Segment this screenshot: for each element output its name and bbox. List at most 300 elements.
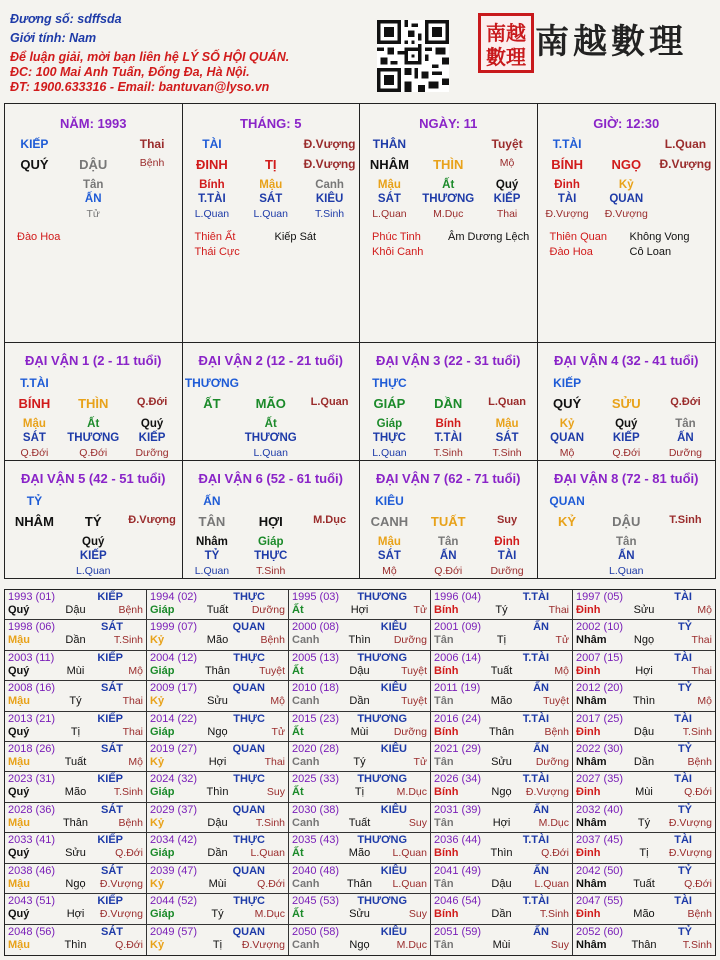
phone-email-line: ĐT: 1900.633316 - Email: bantuvan@lyso.vn [10,80,270,94]
dai-van-hidden: KIẾP [612,432,640,444]
year-label: 2035 (43) [292,834,340,847]
year-cell [5,925,147,955]
dai-van-row-2 [4,460,716,579]
year-stage: Q.Đới [257,877,285,890]
year-can: Giáp [150,786,175,799]
year-can: Tân [434,695,454,708]
pillar-star: Không Vong [629,231,690,243]
year-god: QUAN [232,621,265,634]
year-stage: Tuyệt [401,664,427,677]
year-chi: Hợi [635,664,653,677]
year-label: 2027 (35) [576,773,624,786]
year-cell [147,620,289,650]
year-god: ẤN [533,621,549,634]
year-chi: Dậu [207,816,228,829]
year-label: 2016 (24) [434,712,482,725]
dai-van-stage: Q.Đới [670,396,701,408]
year-cell [289,803,431,833]
pillar-god-left: THÂN [372,137,407,151]
year-stage: M.Dục [538,816,569,829]
dai-van-hidden: Bính [435,418,462,430]
year-chi: Mùi [66,664,85,677]
year-god: QUAN [232,864,265,877]
year-god: T.TÀI [522,651,549,664]
year-label: 2012 (20) [576,682,624,695]
year-can: Đinh [576,664,601,677]
year-can: Nhâm [576,756,607,769]
year-chi: Mão [64,786,87,799]
year-stage: L.Quan [250,847,285,860]
year-stage: Tử [413,604,427,616]
dai-van-hidden [538,536,597,548]
year-stage: Bệnh [260,634,285,647]
dai-van-chi: SỬU [611,396,641,411]
year-god: THƯƠNG [357,712,407,725]
year-label: 2045 (53) [292,895,340,908]
year-cell [147,894,289,924]
pillar-hidden-stem: Canh [315,179,344,191]
year-cell [289,833,431,863]
year-stage: Đ.Vượng [99,877,143,890]
year-chi: Dần [491,908,512,921]
year-stage: Thai [264,756,285,769]
year-god: ẤN [533,803,549,816]
dai-van-title: ĐẠI VẬN 3 (22 - 31 tuổi) [376,353,521,368]
dai-van-hidden: Ất [87,418,100,430]
year-cell [431,772,573,802]
year-can: Canh [292,877,320,890]
year-stage: Mộ [697,695,712,708]
dai-van-cell [360,343,538,460]
year-chi: Mão [490,695,513,708]
pillar-hidden-god: T.TÀI [198,193,226,205]
year-label: 2000 (08) [292,621,340,634]
pillar-god-right: L.Quan [664,137,707,151]
year-god: TÀI [674,895,692,908]
pillar-hidden-stage: Thai [496,208,518,220]
year-chi: Tị [639,847,649,860]
year-label: 2050 (58) [292,925,340,938]
year-god: THƯƠNG [357,834,407,847]
year-cell [431,590,573,620]
dai-van-stage: T.Sinh [669,514,702,526]
year-chi: Hợi [492,816,511,829]
year-cell [289,681,431,711]
year-chi: Thìn [348,634,371,647]
year-stage: Thai [122,725,143,738]
year-can: Nhâm [576,816,607,829]
year-stage: Tử [555,634,569,647]
year-cell [147,772,289,802]
year-label: 2043 (51) [8,895,56,908]
year-chi: Thìn [490,847,513,860]
year-chi: Thân [62,816,89,829]
year-label: 2024 (32) [150,773,198,786]
year-can: Nhâm [576,938,607,951]
year-cell [5,620,147,650]
year-chi: Tị [70,725,81,738]
year-stage: Bệnh [118,604,143,616]
year-cell [573,651,715,681]
pillar-can: ĐINH [196,157,228,172]
dai-van-title: ĐẠI VẬN 4 (32 - 41 tuổi) [554,353,699,368]
dai-van-hidden [656,536,715,548]
pillar-hidden-god: KIÊU [315,193,344,205]
dai-van-god: KIÊU [375,494,404,508]
pillar-star: Đào Hoa [549,246,593,258]
year-cell [5,590,147,620]
year-chi: Thìn [632,695,655,708]
year-can: Giáp [150,725,175,738]
year-cell [289,894,431,924]
year-label: 2036 (44) [434,834,482,847]
year-stage: T.Sinh [682,938,712,951]
dai-van-hidden [656,565,715,577]
pillar-title: NGÀY: 11 [419,116,478,131]
pillar-god-left: T.TÀI [552,137,582,151]
year-label: 2044 (52) [150,895,198,908]
year-god: ẤN [533,925,549,938]
year-can: Quý [8,604,30,616]
year-god: KIÊU [380,925,407,938]
year-can: Mậu [8,816,30,829]
year-cell [431,803,573,833]
year-chi: Dậu [633,725,655,738]
dai-van-god: TỶ [26,494,43,508]
address-line: ĐC: 100 Mai Anh Tuấn, Đống Đa, Hà Nội. [10,65,250,79]
year-chi: Mùi [350,725,369,738]
year-stage: Bệnh [687,908,712,921]
year-stage: Dưỡng [393,725,427,738]
dai-van-hidden [538,565,597,577]
year-chi: Ngọ [349,938,370,951]
year-chi: Mùi [635,786,653,799]
dai-van-hidden: Quý [140,418,164,430]
year-label: 2023 (31) [8,773,56,786]
year-can: Bính [434,847,459,860]
year-chi: Hợi [66,908,85,921]
dai-van-hidden: Nhâm [195,536,228,548]
year-label: 2046 (54) [434,895,482,908]
dai-van-hidden [538,550,597,562]
pillar-star: Kiếp Sát [274,231,317,243]
dai-van-hidden: Quý [82,536,105,548]
year-can: Giáp [150,604,175,616]
year-label: 2028 (36) [8,803,56,816]
pillar-title: GIỜ: 12:30 [593,116,660,131]
year-can: Ất [292,604,304,616]
year-cell [5,833,147,863]
year-can: Nhâm [576,634,607,647]
year-god: THỰC [233,895,265,908]
dai-van-can: ẤT [203,396,221,411]
dai-van-can: QUÝ [553,396,582,411]
dai-van-hidden: T.Sinh [433,447,463,459]
dai-van-hidden: KIẾP [79,550,107,562]
pillar-hidden-stem: Bính [199,179,225,191]
year-can: Kỷ [150,877,165,890]
year-can: Nhâm [576,877,607,890]
year-chi: Sửu [633,604,655,616]
year-label: 2049 (57) [150,925,198,938]
dai-van-hidden: Mộ [382,565,397,577]
year-stage: T.Sinh [682,725,712,738]
year-cell [573,772,715,802]
dai-van-hidden: Kỷ [559,418,575,430]
year-god: THỰC [233,773,265,786]
year-chi: Tị [212,938,223,951]
year-stage: Tuyệt [543,695,569,708]
year-stage: T.Sinh [539,908,569,921]
pillar-year [5,104,183,342]
year-stage: Thai [691,634,712,647]
year-label: 2040 (48) [292,864,340,877]
year-can: Kỷ [150,634,165,647]
year-chi: Tị [496,634,507,647]
year-can: Tân [434,634,454,647]
year-can: Bính [434,664,459,677]
year-can: Mậu [8,756,30,769]
year-label: 2033 (41) [8,834,56,847]
year-label: 1999 (07) [150,621,198,634]
dai-van-hidden [656,550,715,562]
year-god: THỰC [233,591,265,603]
year-chi: Dần [633,756,655,769]
dai-van-can: GIÁP [373,396,406,411]
year-god: KIẾP [97,651,123,664]
year-can: Quý [8,786,30,799]
dai-van-hidden: Đinh [494,536,520,548]
year-stage: Q.Đới [115,938,143,951]
pillar-star: Thiên Ất [194,231,236,243]
year-stage: Mộ [128,664,143,677]
year-god: KIÊU [380,621,407,634]
year-chi: Dần [65,634,86,647]
year-cell [431,864,573,894]
dai-van-hidden [300,536,359,548]
year-cell [573,833,715,863]
year-god: THỰC [233,651,265,664]
year-can: Mậu [8,634,30,647]
year-chi: Dần [349,695,370,708]
year-can: Nhâm [576,695,607,708]
dai-van-can: NHÂM [14,514,54,529]
year-can: Quý [8,847,30,860]
year-stage: Bệnh [687,756,712,769]
year-stage: Suy [550,938,569,951]
year-cell [431,681,573,711]
dai-van-cell [5,461,183,578]
year-chi: Sửu [349,908,370,921]
year-can: Đinh [576,908,601,921]
year-label: 2052 (60) [576,925,624,938]
dai-van-hidden [300,447,359,459]
year-cell [147,681,289,711]
pillar-chi: NGỌ [611,157,642,172]
dai-van-hidden [300,432,359,444]
year-cell [573,925,715,955]
year-can: Bính [434,725,459,738]
year-label: 2004 (12) [150,651,198,664]
dai-van-hidden [300,418,359,430]
year-label: 2001 (09) [434,621,482,634]
year-stage: Thai [548,604,569,616]
pillar-chi: THÌN [433,157,464,172]
pillar-can: BÍNH [551,157,583,172]
year-cell [431,620,573,650]
year-stage: Q.Đới [684,786,712,799]
year-cell [5,742,147,772]
year-god: KIẾP [97,895,123,908]
year-label: 2029 (37) [150,803,198,816]
year-god: QUAN [232,682,265,695]
year-stage: Dưỡng [251,604,285,616]
dai-van-hidden: Tân [616,536,637,548]
year-can: Mậu [8,877,30,890]
pillar-hidden-stage: L.Quan [253,208,288,220]
dai-van-hidden: Tân [438,536,459,548]
year-cell [573,742,715,772]
year-stage: Mộ [270,695,285,708]
dai-van-cell [538,461,716,578]
year-chi: Tý [353,756,366,769]
dai-van-hidden: Dưỡng [490,565,524,577]
dai-van-hidden: L.Quan [194,565,230,577]
year-chi: Ngọ [65,877,86,890]
pillar-chi: TỊ [264,157,277,172]
year-stage: Tử [271,725,285,738]
dai-van-hidden: Q.Đới [20,447,49,459]
dai-van-god: ẤN [203,494,221,508]
year-cell [431,894,573,924]
pillar-star: Khôi Canh [372,246,424,258]
year-chi: Thìn [64,938,87,951]
year-cell [289,651,431,681]
year-stage: Đ.Vượng [241,938,285,951]
year-cell [147,864,289,894]
year-stage: Đ.Vượng [668,847,712,860]
year-can: Bính [434,604,459,616]
year-can: Ất [292,908,304,921]
year-cell [289,925,431,955]
owner-name: Đương số: sdffsda [10,12,122,26]
year-chi: Sửu [65,847,86,860]
year-can: Canh [292,816,320,829]
year-god: KIÊU [380,743,407,756]
year-chi: Thân [346,877,373,890]
dai-van-hidden: THỰC [372,432,406,444]
year-label: 2037 (45) [576,834,624,847]
pillar-can: QUÝ [20,157,49,172]
year-can: Mậu [8,695,30,708]
year-cell [147,712,289,742]
qr-code-icon [377,20,449,92]
year-can: Bính [434,908,459,921]
pillar-hour [538,104,716,342]
dai-van-cell [538,343,716,460]
year-god: T.TÀI [522,773,549,786]
year-chi: Tuất [64,756,87,769]
year-label: 2047 (55) [576,895,624,908]
year-chi: Tuất [633,877,655,890]
dai-van-hidden: ẤN [439,550,457,562]
pillar-star: Phúc Tinh [372,231,421,243]
year-chi: Tuất [206,604,229,616]
four-pillars-panel [4,103,716,343]
year-god: QUAN [232,925,265,938]
year-stage: Dưỡng [393,634,427,647]
year-god: TÀI [674,712,692,725]
year-chi: Thân [204,664,231,677]
year-stage: Dưỡng [535,756,569,769]
year-cell [147,833,289,863]
dai-van-stage: M.Dục [313,514,347,526]
pillar-god-left: KIẾP [20,137,49,151]
dai-van-hidden: Mậu [495,418,519,430]
year-can: Đinh [576,604,601,616]
year-stage: Bệnh [544,725,569,738]
dai-van-hidden [183,432,242,444]
year-label: 1993 (01) [8,591,56,603]
year-cell [5,651,147,681]
dai-van-can: TÂN [198,514,226,529]
year-god: THỰC [233,712,265,725]
year-label: 1994 (02) [150,591,198,603]
year-god: KIÊU [380,682,407,695]
year-god: T.TÀI [522,591,549,603]
year-stage: M.Dục [396,938,427,951]
year-can: Ất [292,847,304,860]
year-chi: Tý [495,604,508,616]
year-label: 2003 (11) [8,651,55,664]
year-god: TỶ [677,803,692,816]
year-god: KIẾP [97,591,123,603]
year-cell [5,803,147,833]
pillar-hidden-god: ẤN [84,193,102,205]
year-can: Quý [8,725,30,738]
dai-van-hidden: T.Sinh [492,447,522,459]
pillar-hidden-stage: T.Sinh [314,208,345,220]
year-chi: Tý [637,816,651,829]
year-god: KIẾP [97,773,123,786]
year-god: KIÊU [380,864,407,877]
year-chi: Sửu [207,695,228,708]
year-label: 1995 (03) [292,591,340,603]
pillar-hidden-stage: Tử [86,208,100,220]
year-can: Canh [292,695,320,708]
year-label: 2008 (16) [8,682,56,695]
year-stage: Tuyệt [259,664,285,677]
year-god: SÁT [101,803,123,816]
pillar-star: Cô Loan [629,246,672,258]
dai-van-hidden: TÀI [497,550,517,562]
dai-van-hidden [300,550,359,562]
year-god: T.TÀI [522,834,549,847]
svg-text:南越: 南越 [486,21,526,45]
year-stage: T.Sinh [113,634,143,647]
year-cell [5,894,147,924]
year-can: Giáp [150,847,175,860]
dai-van-hidden: T.Sinh [256,565,286,577]
pillar-hidden-stem: Đinh [554,179,580,191]
year-stage: Tuyệt [401,695,427,708]
pillar-life-stage: Đ.Vượng [303,157,356,171]
pillar-month [183,104,361,342]
pillar-hidden-stage: L.Quan [194,208,230,220]
pillar-god-right: Tuyệt [491,137,523,151]
year-can: Mậu [8,938,30,951]
year-stage: Thai [691,664,712,677]
